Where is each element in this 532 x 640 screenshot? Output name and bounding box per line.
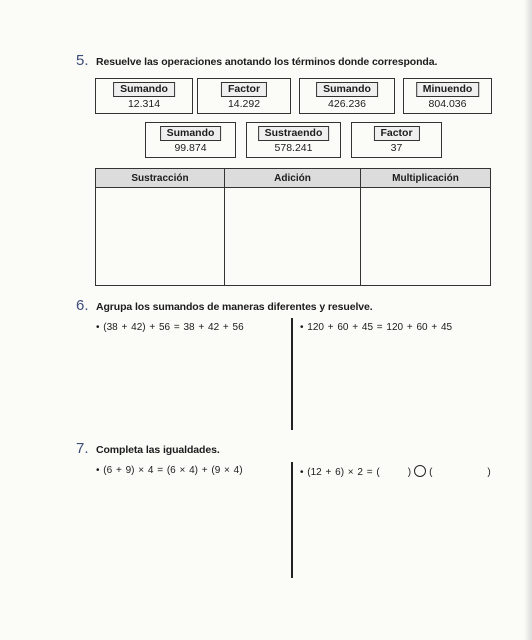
exercise-6-right-expression: • 120 + 60 + 45 = 120 + 60 + 45: [300, 322, 453, 333]
expression-start: • (12 + 6) × 2 = (: [300, 467, 380, 478]
exercise-6-title: Agrupa los sumandos de maneras diferentes y resuelve.: [96, 301, 373, 313]
exercise-7-left-expression: • (6 + 9) × 4 = (6 × 4) + (9 × 4): [96, 465, 243, 476]
term-label: Sumando: [316, 82, 378, 97]
term-box-sumando-1: [95, 78, 193, 114]
term-label: Sumando: [160, 126, 222, 141]
cell-multiplicacion[interactable]: [361, 188, 491, 286]
cell-sustraccion[interactable]: [96, 188, 225, 286]
exercise-7-number: 7.: [76, 440, 89, 457]
term-box-minuendo: [403, 78, 492, 114]
operations-table: [95, 168, 491, 286]
header-multiplicacion: Multiplicación: [361, 169, 491, 188]
exercise-5-number: 5.: [76, 52, 89, 69]
term-value: 578.241: [274, 142, 313, 154]
exercise-6-number: 6.: [76, 297, 89, 314]
term-box-factor-1: [197, 78, 291, 114]
operator-circle[interactable]: [414, 465, 426, 477]
exercise-5-title: Resuelve las operaciones anotando los términos donde corresponda.: [96, 56, 438, 68]
term-value: 804.036: [428, 98, 467, 110]
term-value: 99.874: [174, 142, 207, 154]
exercise-6-divider: [291, 318, 293, 430]
exercise-6-left-expression: • (38 + 42) + 56 = 38 + 42 + 56: [96, 322, 244, 333]
expression-close-1: ): [407, 467, 412, 478]
expression-open-2: (: [429, 467, 433, 478]
term-value: 37: [390, 142, 403, 154]
term-value: 14.292: [227, 98, 261, 110]
term-label: Sumando: [113, 82, 175, 97]
term-value: 426.236: [328, 98, 366, 110]
exercise-7-divider: [291, 462, 293, 578]
term-box-sumando-2: [299, 78, 395, 114]
term-label: Factor: [373, 126, 419, 141]
exercise-7-title: Completa las igualdades.: [96, 444, 220, 456]
term-label: Sustraendo: [258, 126, 330, 141]
expression-close-2: ): [487, 467, 491, 478]
term-value: 12.314: [127, 98, 161, 110]
page-edge-shadow: [524, 0, 532, 640]
header-sustraccion: Sustracción: [96, 169, 225, 188]
cell-adicion[interactable]: [225, 188, 361, 286]
term-box-sumando-3: [145, 122, 236, 158]
exercise-7-right-expression: [300, 465, 491, 478]
term-box-sustraendo: [246, 122, 341, 158]
header-adicion: Adición: [225, 169, 361, 188]
term-box-factor-2: [351, 122, 442, 158]
term-label: Minuendo: [416, 82, 480, 97]
term-label: Factor: [221, 82, 267, 97]
